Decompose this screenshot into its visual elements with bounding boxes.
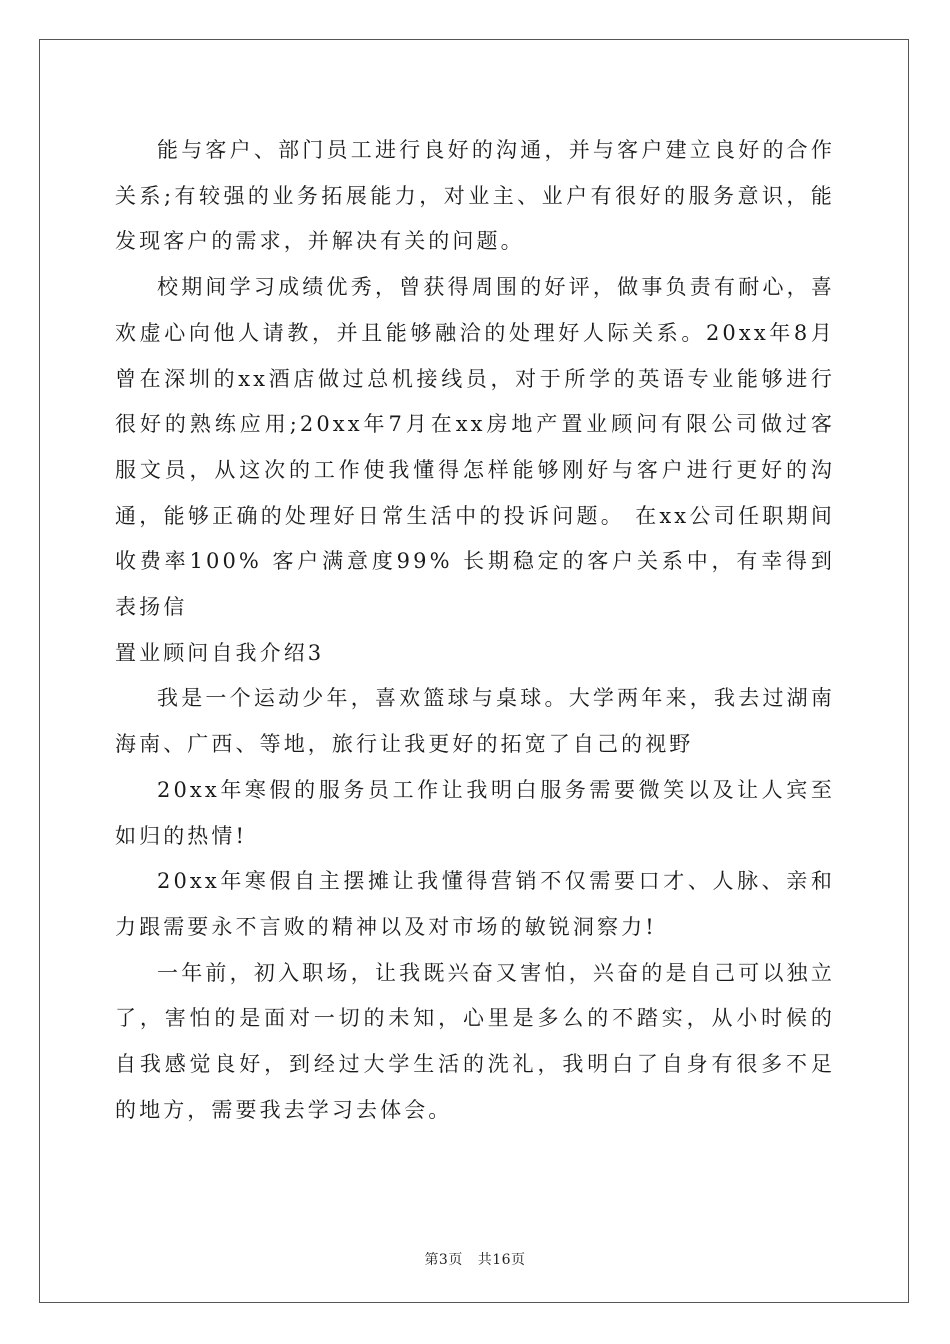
document-body <box>115 128 835 1133</box>
paragraph-first-job: 一年前，初入职场，让我既兴奋又害怕，兴奋的是自己可以独立了，害怕的是面对一切的未知，心里是多么的不踏实，从小时候的自我感觉良好，到经过大学生活的洗礼，我明白了自身有很多不足的地方，需要我去学习去体会。 <box>115 960 835 1122</box>
paragraph-communication: 能与客户、部门员工进行良好的沟通，并与客户建立良好的合作关系;有较强的业务拓展能力，对业主、业户有很好的服务意识，能发现客户的需求，并解决有关的问题。 <box>115 138 835 254</box>
paragraph-waiter-job: 20xx年寒假的服务员工作让我明白服务需要微笑以及让人宾至如归的热情! <box>115 777 835 848</box>
page-number: 第3页 <box>424 1252 463 1268</box>
paragraph-stall-business: 20xx年寒假自主摆摊让我懂得营销不仅需要口才、人脉、亲和力跟需要永不言败的精神以及对市场的敏锐洞察力! <box>115 869 835 939</box>
paragraph-sports-travel: 我是一个运动少年，喜欢篮球与桌球。大学两年来，我去过湖南海南、广西、等地，旅行让我更好的拓宽了自己的视野 <box>115 686 835 757</box>
page-total: 共16页 <box>477 1252 526 1268</box>
section-heading: 置业顾问自我介绍3 <box>115 640 325 665</box>
page-footer <box>0 1249 950 1269</box>
paragraph-school-experience: 校期间学习成绩优秀，曾获得周围的好评，做事负责有耐心，喜欢虚心向他人请教，并且能够融洽的处理好人际关系。20xx年8月曾在深圳的xx酒店做过总机接线员，对于所学的英语专业能够进行很好的熟练应用;20xx年7月在xx房地产置业顾问有限公司做过客服文员，从这次的工作使我懂得怎样能够刚好与客户进行更好的沟通，能够正确的处理好日常生活中的投诉问题。 在xx公司任职期间收费率100% 客户满意度99% 长期稳定的客户关系中，有幸得到表扬信 <box>115 275 835 620</box>
